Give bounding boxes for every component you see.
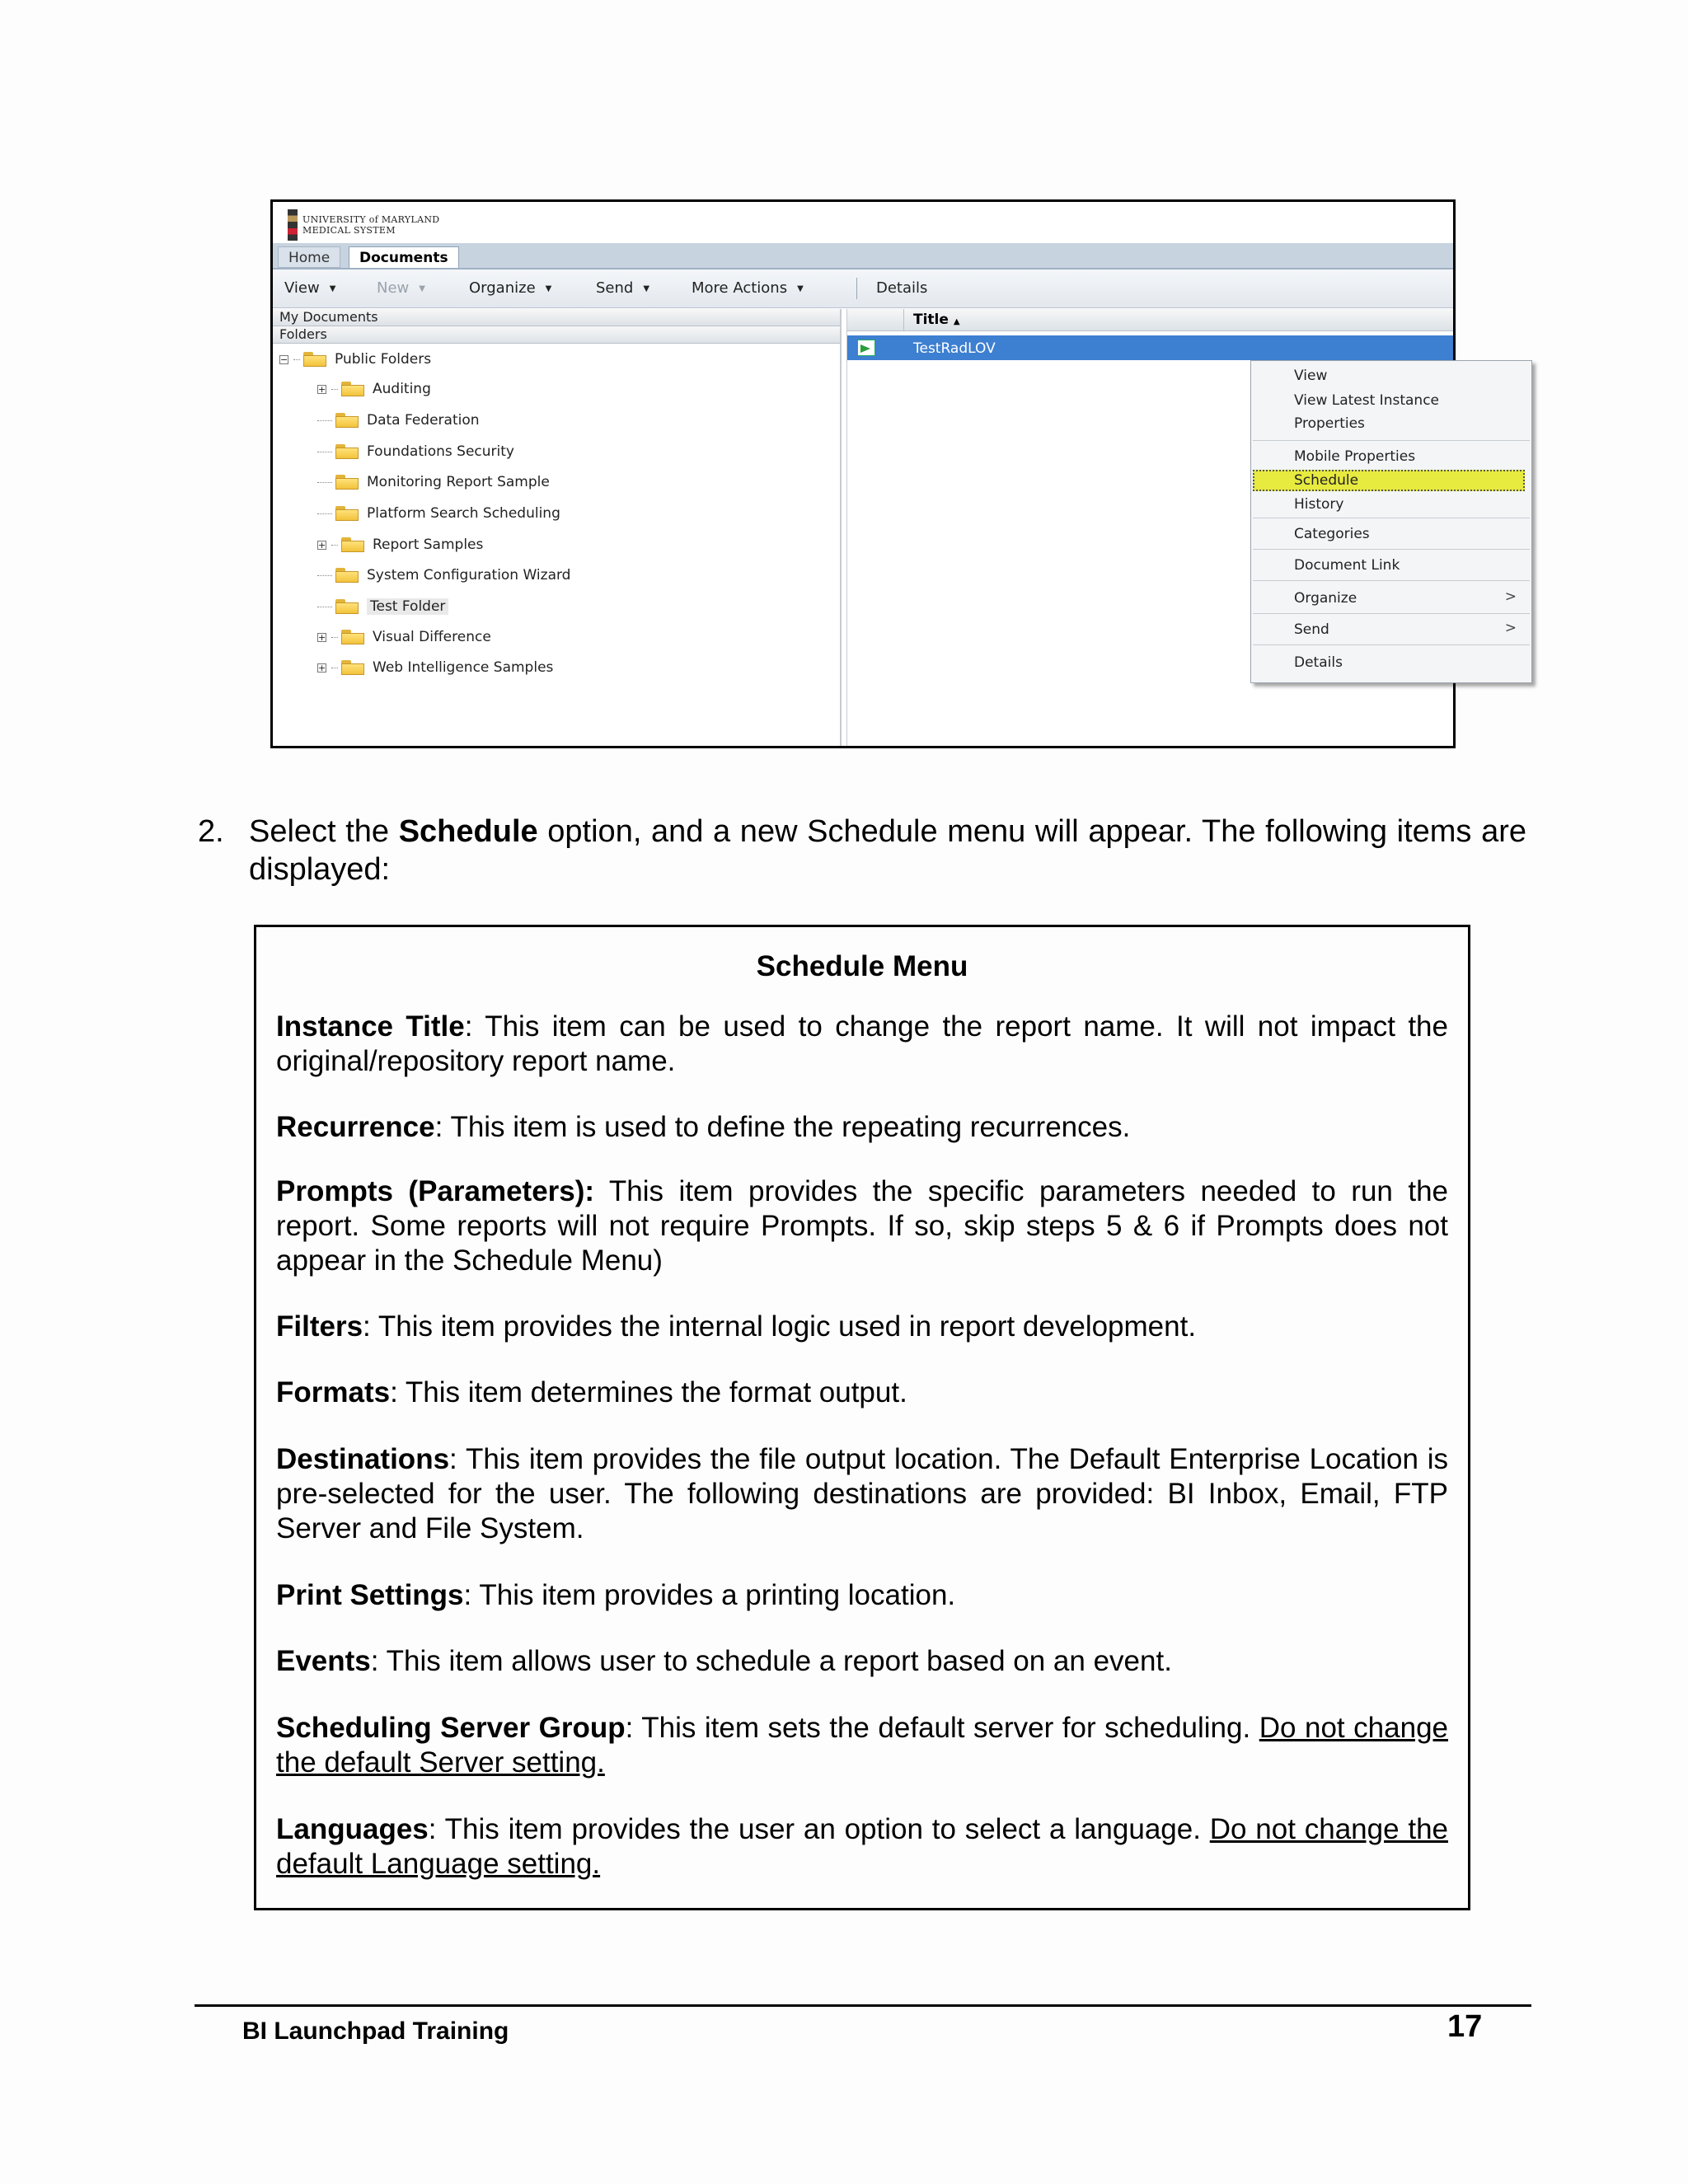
tree-item-auditing[interactable]: + Auditing bbox=[318, 381, 431, 397]
menu-separator bbox=[1253, 644, 1530, 645]
menu-item-document-link[interactable]: Document Link bbox=[1294, 557, 1400, 574]
schedule-menu-title: Schedule Menu bbox=[756, 950, 968, 982]
dropdown-arrow-icon: ▼ bbox=[329, 284, 336, 293]
folder-icon bbox=[335, 475, 359, 490]
tab-home[interactable]: Home bbox=[278, 246, 340, 268]
page-number: 17 bbox=[1447, 2009, 1483, 2044]
send-menu-button[interactable]: Send ▼ bbox=[596, 279, 650, 297]
schedule-term: Schedule bbox=[398, 814, 538, 849]
folder-icon bbox=[335, 506, 359, 521]
schedule-menu-box bbox=[254, 925, 1470, 1910]
tree-item-public-folders[interactable]: − Public Folders bbox=[280, 351, 432, 368]
folder-icon bbox=[303, 352, 326, 367]
menu-item-send[interactable]: Send bbox=[1294, 621, 1329, 638]
expand-icon[interactable]: + bbox=[318, 383, 326, 395]
collapse-icon[interactable]: − bbox=[280, 354, 288, 365]
document-row-selected[interactable] bbox=[847, 335, 1453, 360]
tree-item-foundations-security[interactable]: Foundations Security bbox=[317, 441, 514, 462]
language-setting-warning: Do not change the default Language setting. bbox=[276, 1813, 1448, 1880]
step-number: 2. bbox=[198, 814, 224, 849]
folder-icon bbox=[341, 382, 364, 396]
folder-icon bbox=[335, 413, 359, 428]
view-menu-button[interactable]: View ▼ bbox=[284, 279, 336, 297]
item-scheduling-server-group: Scheduling Server Group: This item sets the default server for scheduling. Do not change the default Server setting. bbox=[276, 1712, 1448, 1779]
dropdown-arrow-icon: ▼ bbox=[545, 284, 552, 293]
bi-launchpad-screenshot bbox=[270, 199, 1517, 748]
menu-separator bbox=[1253, 440, 1530, 441]
server-setting-warning: Do not change the default Server setting. bbox=[276, 1712, 1448, 1779]
tab-documents[interactable]: Documents bbox=[349, 246, 459, 268]
open-folder-icon bbox=[335, 599, 359, 614]
tree-item-system-configuration-wizard[interactable]: System Configuration Wizard bbox=[317, 565, 570, 586]
expand-icon[interactable]: + bbox=[318, 631, 326, 643]
details-button[interactable]: Details bbox=[876, 279, 928, 297]
menu-item-view-latest-instance[interactable]: View Latest Instance bbox=[1294, 392, 1439, 409]
menu-separator bbox=[1253, 613, 1530, 614]
submenu-arrow-icon: > bbox=[1504, 620, 1517, 636]
umms-logo-icon bbox=[288, 209, 298, 241]
folder-icon bbox=[341, 537, 364, 552]
tree-item-monitoring-report-sample[interactable]: Monitoring Report Sample bbox=[317, 471, 550, 493]
item-recurrence: Recurrence: This item is used to define the repeating recurrences. bbox=[276, 1111, 1131, 1143]
expand-icon[interactable]: + bbox=[318, 539, 326, 551]
item-filters: Filters: This item provides the internal logic used in report development. bbox=[276, 1310, 1197, 1343]
item-prompts: Prompts (Parameters): This item provides the specific parameters needed to run the report. Some reports will not require Prompts. If so, skip steps 5 & 6 if Prompts does not appear in the Schedule Menu) bbox=[276, 1175, 1448, 1277]
footer-title: BI Launchpad Training bbox=[242, 2018, 509, 2045]
item-formats: Formats: This item determines the format output. bbox=[276, 1376, 907, 1408]
item-destinations: Destinations: This item provides the file output location. The Default Enterprise Location is pre-selected for the user. The following destinations are provided: BI Inbox, Email, FTP Server and File System. bbox=[276, 1443, 1448, 1544]
organize-menu-button[interactable]: Organize ▼ bbox=[469, 279, 552, 297]
tree-item-platform-search-scheduling[interactable]: Platform Search Scheduling bbox=[317, 503, 560, 524]
toolbar bbox=[273, 269, 1453, 308]
menu-item-categories[interactable]: Categories bbox=[1294, 526, 1370, 542]
folder-icon bbox=[341, 660, 364, 675]
logo-text-line2: MEDICAL SYSTEM bbox=[302, 225, 396, 236]
logo-text-line1: UNIVERSITY of MARYLAND bbox=[302, 214, 440, 225]
menu-separator bbox=[1253, 580, 1530, 581]
folder-icon bbox=[335, 568, 359, 583]
menu-item-details: Details bbox=[1294, 654, 1343, 671]
folder-pane bbox=[273, 309, 842, 746]
toolbar-divider bbox=[856, 278, 857, 299]
context-menu bbox=[1250, 360, 1532, 683]
menu-item-mobile-properties[interactable]: Mobile Properties bbox=[1294, 448, 1416, 465]
dropdown-arrow-icon: ▼ bbox=[419, 284, 425, 293]
item-events: Events: This item allows user to schedule a report based on an event. bbox=[276, 1645, 1172, 1677]
dropdown-arrow-icon: ▼ bbox=[643, 284, 650, 293]
submenu-arrow-icon: > bbox=[1504, 588, 1517, 605]
new-menu-button[interactable]: New ▼ bbox=[377, 279, 425, 297]
tree-item-web-intelligence-samples[interactable]: + Web Intelligence Samples bbox=[318, 659, 554, 676]
tree-item-test-folder[interactable]: Test Folder bbox=[317, 596, 448, 617]
menu-item-schedule[interactable]: Schedule bbox=[1253, 470, 1525, 491]
menu-item-organize[interactable]: Organize bbox=[1294, 590, 1357, 607]
tree-item-report-samples[interactable]: + Report Samples bbox=[318, 537, 484, 553]
dropdown-arrow-icon: ▼ bbox=[797, 284, 804, 293]
footer-rule bbox=[195, 2004, 1531, 2007]
document-title: TestRadLOV bbox=[913, 340, 996, 357]
expand-icon[interactable]: + bbox=[318, 662, 326, 673]
step-2-instruction: 2. Select the Schedule option, and a new Schedule menu will appear. The following items are displayed: bbox=[198, 814, 1526, 887]
document-icon bbox=[857, 340, 875, 356]
menu-item-history[interactable]: History bbox=[1294, 496, 1344, 513]
item-print-settings: Print Settings: This item provides a printing location. bbox=[276, 1579, 956, 1611]
item-languages: Languages: This item provides the user an option to select a language. Do not change the default Language setting. bbox=[276, 1813, 1448, 1880]
sort-ascending-icon: ▲ bbox=[953, 317, 960, 326]
my-documents-header[interactable]: My Documents bbox=[273, 309, 840, 326]
menu-item-view[interactable]: View bbox=[1294, 368, 1328, 384]
tab-bar bbox=[273, 243, 1453, 269]
tree-item-visual-difference[interactable]: + Visual Difference bbox=[318, 629, 491, 645]
tree-item-data-federation[interactable]: Data Federation bbox=[317, 410, 480, 431]
more-actions-menu-button[interactable]: More Actions ▼ bbox=[692, 279, 804, 297]
title-column-header[interactable]: Title ▲ bbox=[847, 309, 1453, 331]
folders-header[interactable]: Folders bbox=[273, 326, 840, 344]
menu-item-properties[interactable]: Properties bbox=[1294, 415, 1365, 432]
item-instance-title: Instance Title: This item can be used to change the report name. It will not impact the original/repository report name. bbox=[276, 1010, 1448, 1077]
umms-logo bbox=[288, 207, 439, 243]
folder-icon bbox=[341, 630, 364, 644]
folder-icon bbox=[335, 444, 359, 459]
menu-separator bbox=[1253, 549, 1530, 550]
